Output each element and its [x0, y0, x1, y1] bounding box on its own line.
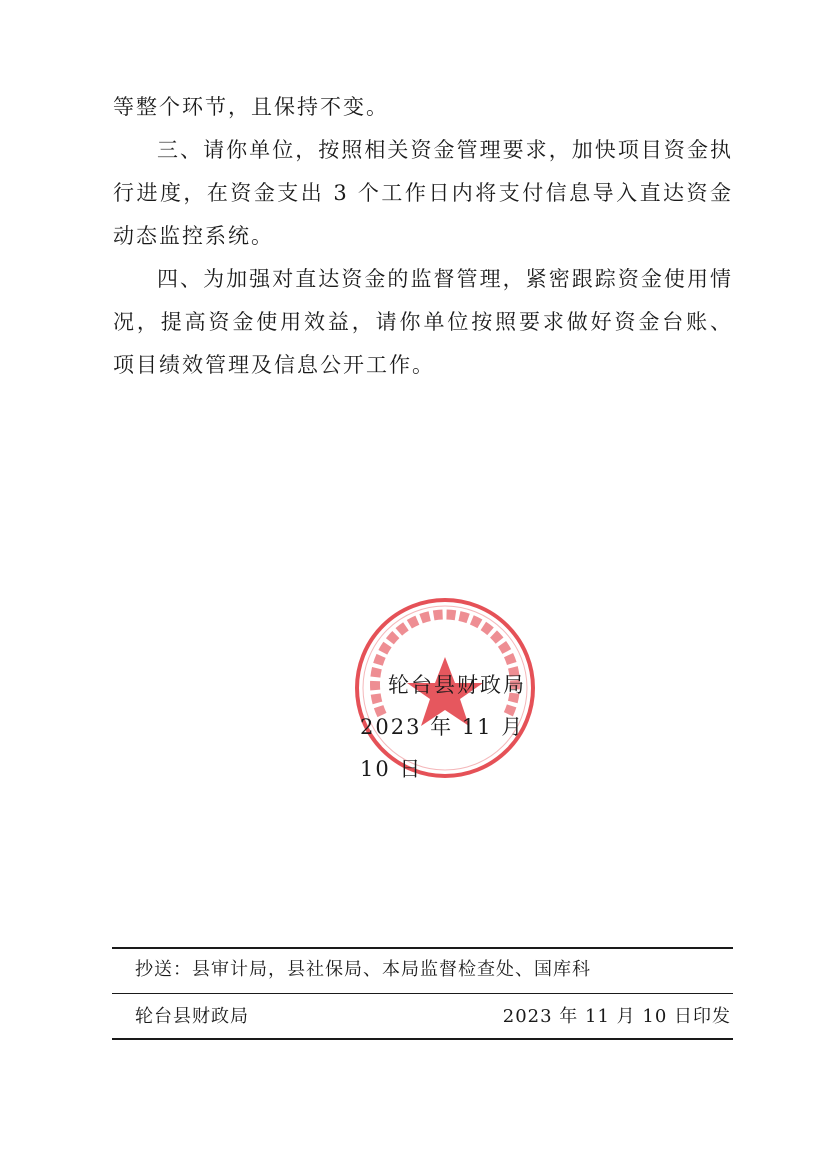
signature-organization: 轮台县财政局 — [388, 673, 526, 697]
signature-date: 2023 年 11 月 10 日 — [360, 715, 525, 781]
signature-block — [360, 664, 560, 790]
footer-rule-middle — [112, 993, 733, 994]
cc-line: 抄送：县审计局，县社保局、本局监督检查处、国库科 — [135, 959, 591, 980]
paragraph-3: 三、请你单位，按照相关资金管理要求，加快项目资金执行进度，在资金支出 3 个工作日内将支付信息导入直达资金动态监控系统。 — [113, 138, 733, 248]
footer-rule-top — [112, 947, 733, 949]
document-body — [113, 86, 733, 387]
footer-issuer: 轮台县财政局 — [135, 1006, 249, 1027]
footer-issue-date: 2023 年 11 月 10 日印发 — [502, 1006, 731, 1027]
paragraph-4: 四、为加强对直达资金的监督管理，紧密跟踪资金使用情况，提高资金使用效益，请你单位按照要求做好资金台账、项目绩效管理及信息公开工作。 — [113, 267, 733, 377]
footer-rule-bottom — [112, 1038, 733, 1040]
paragraph-continuation: 等整个环节，且保持不变。 — [113, 95, 389, 119]
